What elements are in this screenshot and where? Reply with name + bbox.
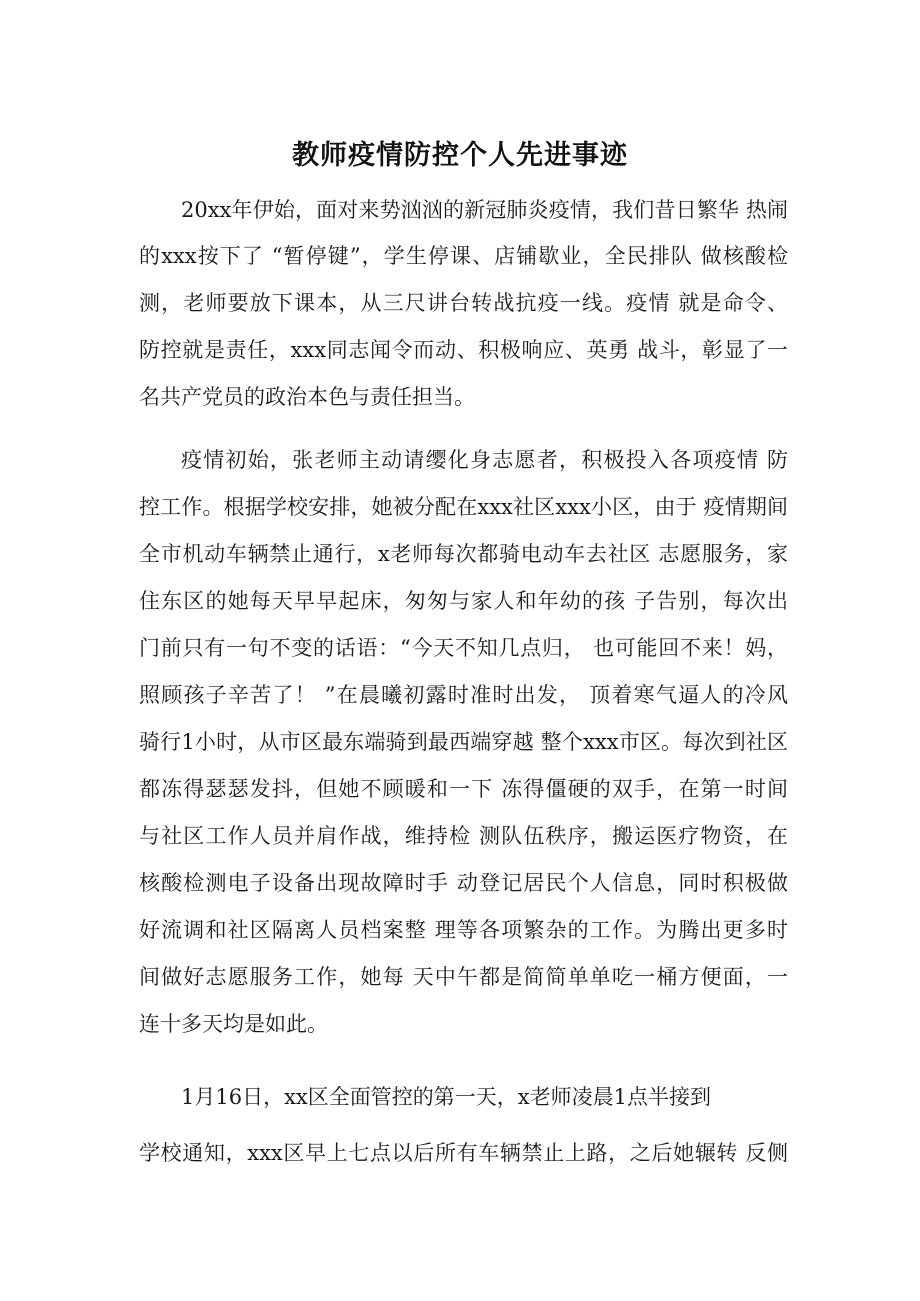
document-title: 教师疫情防控个人先进事迹: [292, 140, 628, 171]
paragraph-2-line: 门前只有一句不变的话语：“今天不知几点归， 也可能回不来！妈，: [139, 636, 788, 660]
paragraph-3-line: 1月16日，xx区全面管控的第一天，x老师凌晨1点半接到: [181, 1085, 711, 1109]
paragraph-2-line: 控工作。根据学校安排，她被分配在xxx社区xxx小区，由于 疫情期间: [139, 495, 788, 519]
paragraph-2-line: 与社区工作人员并肩作战，维持检 测队伍秩序，搬运医疗物资，在: [139, 824, 788, 848]
paragraph-1-line: 的xxx按下了 “暂停键”，学生停课、店铺歇业，全民排队 做核酸检: [139, 244, 788, 268]
paragraph-1-line: 名共产党员的政治本色与责任担当。: [139, 385, 475, 409]
paragraph-2-line: 连十多天均是如此。: [139, 1012, 328, 1036]
paragraph-2-line: 核酸检测电子设备出现故障时手 动登记居民个人信息，同时积极做: [139, 871, 788, 895]
paragraph-1-line: 20xx年伊始，面对来势汹汹的新冠肺炎疫情，我们昔日繁华 热闹: [181, 198, 788, 222]
paragraph-4-line: 学校通知，xxx区早上七点以后所有车辆禁止上路，之后她辗转 反侧: [139, 1141, 788, 1165]
paragraph-2-line: 好流调和社区隔离人员档案整 理等各项繁杂的工作。为腾出更多时: [139, 918, 788, 942]
paragraph-2-line: 骑行1小时，从市区最东端骑到最西端穿越 整个xxx市区。每次到社区: [139, 730, 788, 754]
paragraph-2-line: 全市机动车辆禁止通行，x老师每次都骑电动车去社区 志愿服务，家: [139, 542, 788, 566]
paragraph-2-line: 照顾孩子辛苦了！ ”在晨曦初露时准时出发， 顶着寒气逼人的冷风: [139, 683, 788, 707]
paragraph-1-line: 测，老师要放下课本，从三尺讲台转战抗疫一线。疫情 就是命令、: [139, 291, 788, 315]
paragraph-2-line: 住东区的她每天早早起床，匆匆与家人和年幼的孩 子告别，每次出: [139, 589, 788, 613]
paragraph-2-line: 都冻得瑟瑟发抖，但她不顾暖和一下 冻得僵硬的双手，在第一时间: [139, 777, 788, 801]
paragraph-2-line: 疫情初始，张老师主动请缨化身志愿者，积极投入各项疫情 防: [181, 448, 788, 472]
paragraph-1-line: 防控就是责任，xxx同志闻令而动、积极响应、英勇 战斗，彰显了一: [139, 338, 788, 362]
paragraph-2-line: 间做好志愿服务工作，她每 天中午都是简简单单吃一桶方便面，一: [139, 965, 788, 989]
